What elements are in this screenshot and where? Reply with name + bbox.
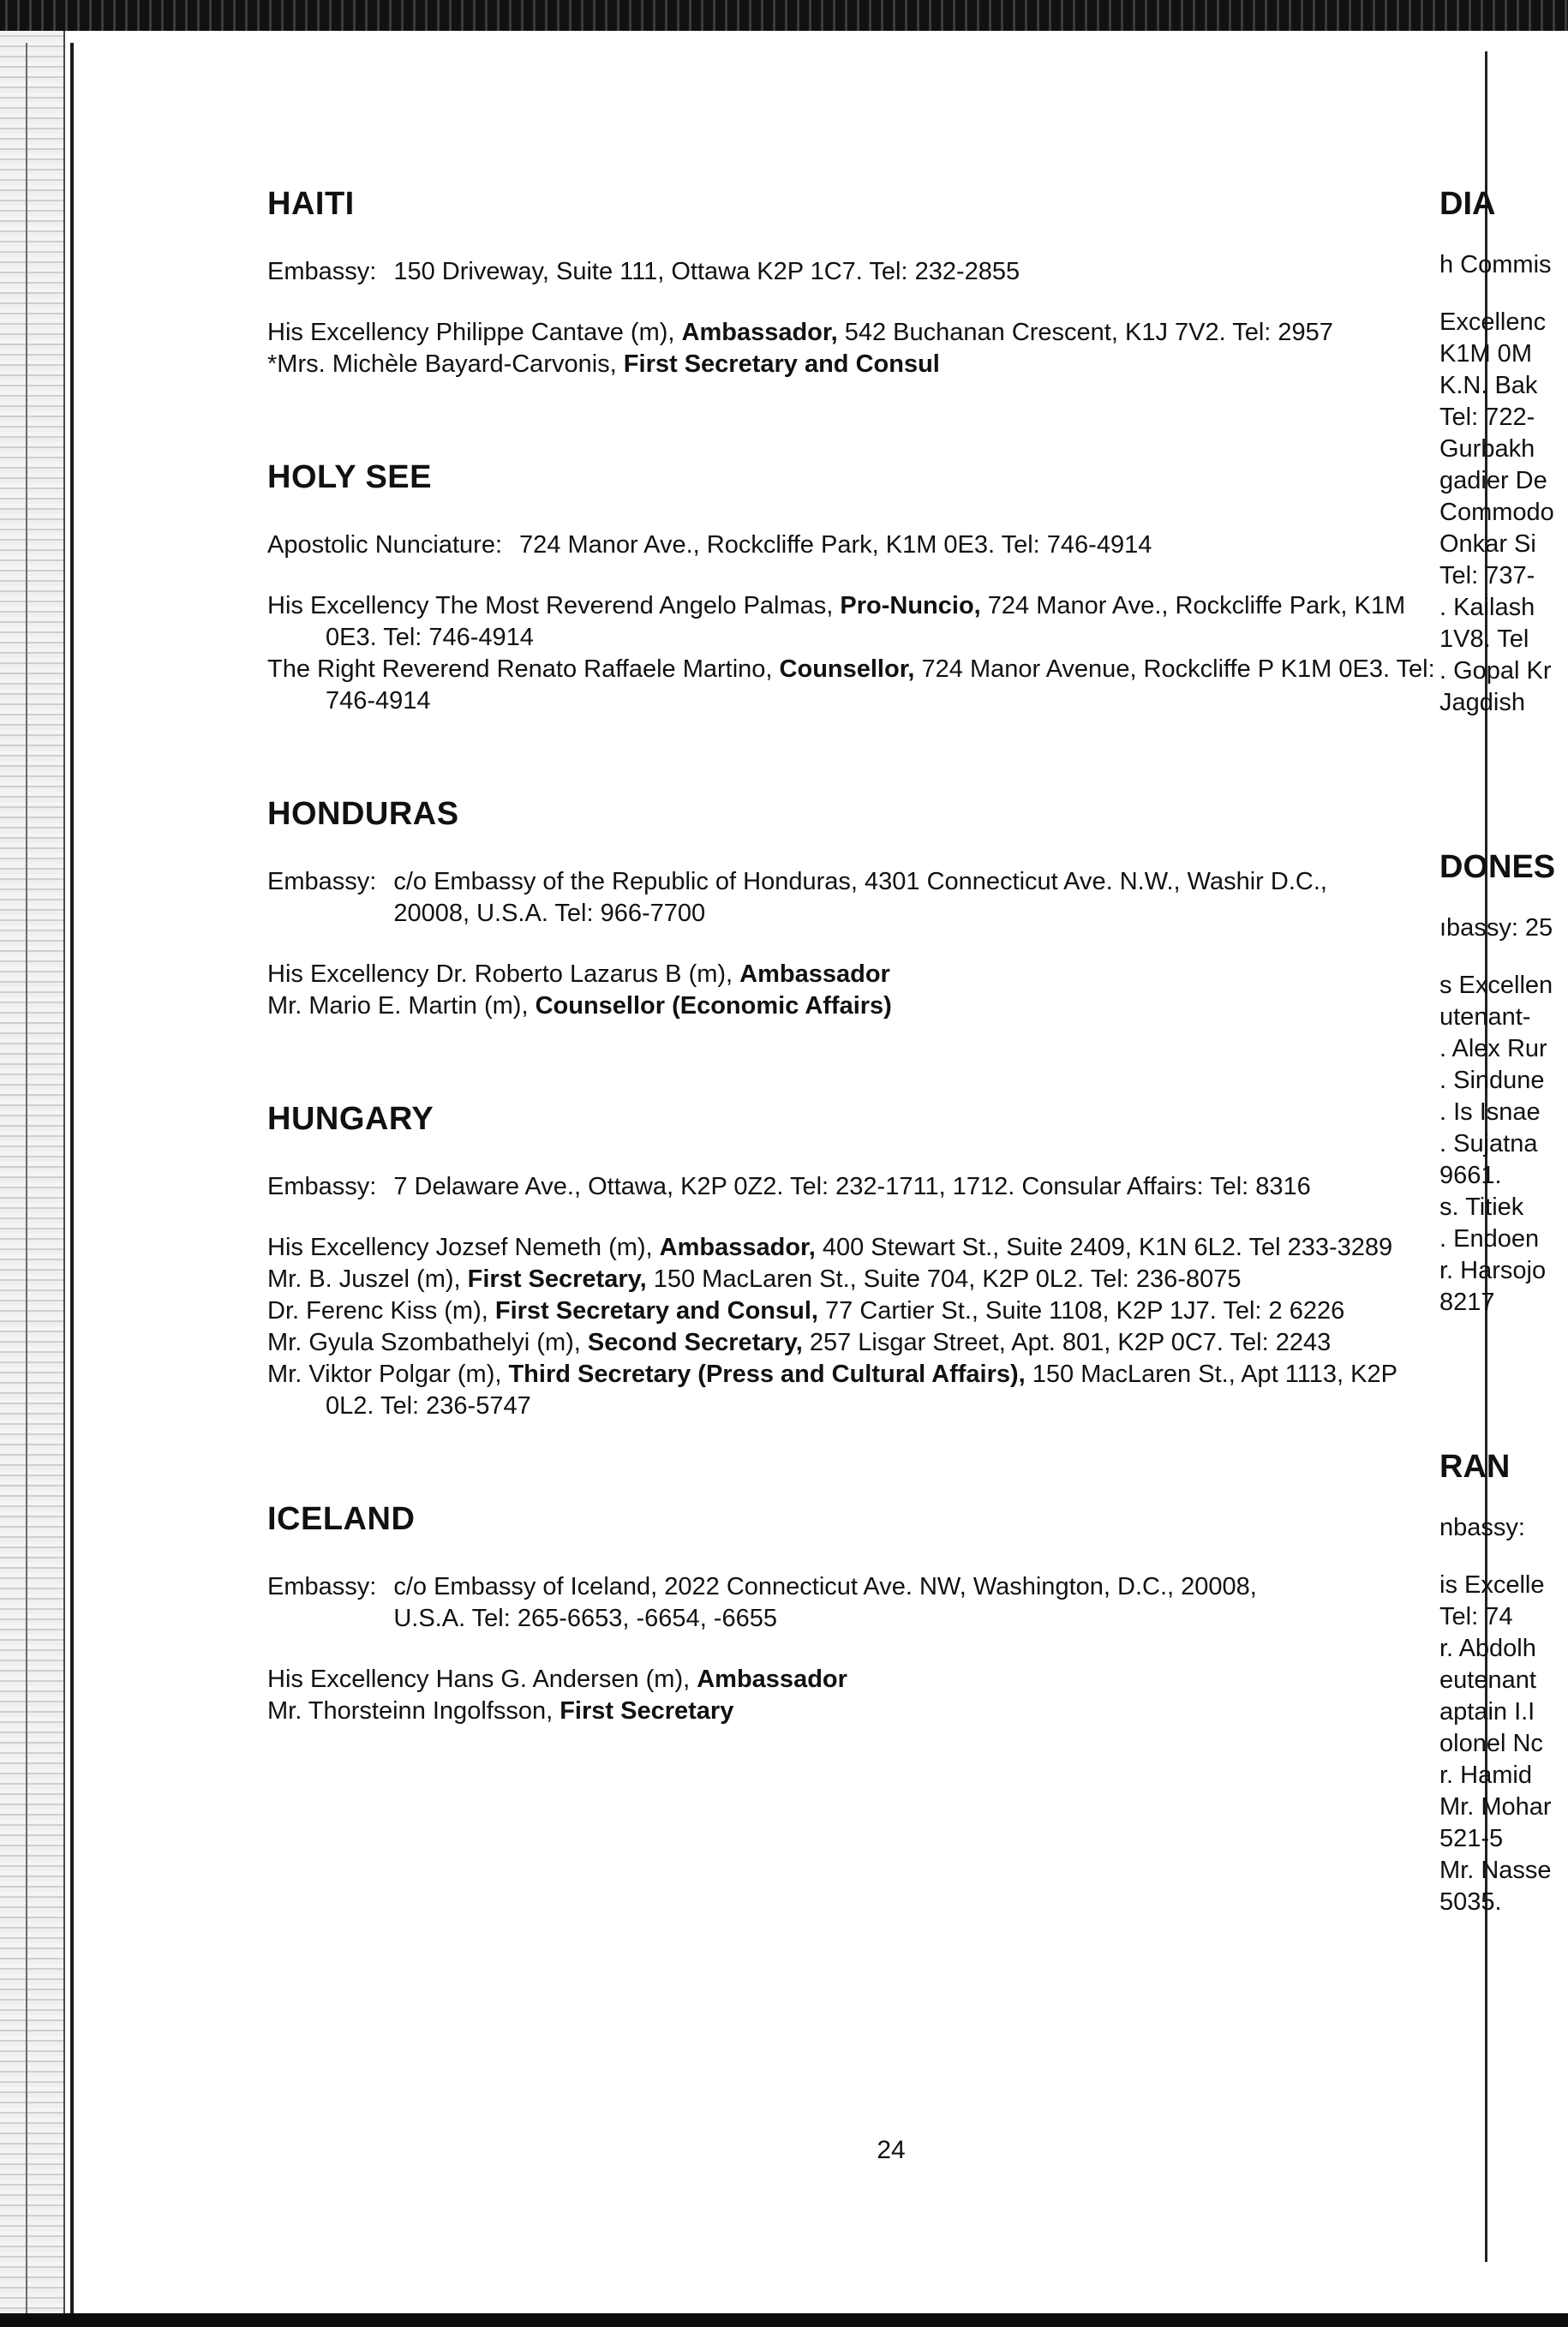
- staff-details: 150 MacLaren St., Apt 1113, K2P 0L2. Tel: 236-5747: [326, 1361, 1397, 1420]
- staff-details: 150 MacLaren St., Suite 704, K2P 0L2. Tel: 236-8075: [646, 1265, 1242, 1293]
- embassy-label: Apostolic Nunciature:: [267, 531, 503, 559]
- staff-details: 400 Stewart St., Suite 2409, K1N 6L2. Tel 233-3289: [815, 1234, 1393, 1261]
- clipped-line: Tel: 722-: [1439, 404, 1535, 431]
- clipped-line: s. Titiek: [1439, 1193, 1524, 1221]
- staff-title: Ambassador: [697, 1666, 847, 1693]
- staff-name: His Excellency Jozsef Nemeth (m),: [267, 1234, 660, 1261]
- clipped-line: Excellenc: [1439, 308, 1547, 336]
- staff-details: 542 Buchanan Crescent, K1J 7V2. Tel: 2957: [837, 319, 1333, 346]
- country-heading: HUNGARY: [267, 1101, 434, 1137]
- clipped-line: . Sindune: [1439, 1067, 1545, 1094]
- clipped-line: . Gopal Kr: [1439, 657, 1552, 685]
- staff-details: 724 Manor Avenue, Rockcliffe P K1M 0E3. Tel: 746-4914: [326, 655, 1435, 715]
- clipped-line: . Endoen: [1439, 1225, 1540, 1253]
- clipped-line: . Kailash: [1439, 594, 1535, 621]
- clipped-heading: DIA: [1439, 186, 1496, 222]
- staff-entry: [267, 1232, 1446, 1264]
- embassy-address: [267, 1171, 1446, 1203]
- country-section: [267, 458, 1446, 717]
- staff-details: 724 Manor Ave., Rockcliffe Park, K1M 0E3. Tel: 746-4914: [326, 592, 1406, 651]
- staff-title: First Secretary and Consul: [623, 350, 940, 378]
- clipped-line: . Is Isnae: [1439, 1098, 1541, 1126]
- country-section: [267, 1099, 1446, 1422]
- staff-entry: [267, 1264, 1446, 1295]
- staff-name: Mr. Thorsteinn Ingolfsson,: [267, 1697, 560, 1725]
- country-heading: HONDURAS: [267, 796, 459, 832]
- staff-title: Counsellor,: [779, 655, 915, 683]
- section-spacer: [267, 1422, 1446, 1499]
- staff-name: Mr. Mario E. Martin (m),: [267, 992, 536, 1020]
- embassy-label: Embassy:: [267, 258, 377, 285]
- clipped-line: Commodo: [1439, 499, 1554, 526]
- clipped-line: utenant-: [1439, 1003, 1531, 1031]
- main-column: [267, 184, 1446, 2180]
- clipped-line: Gurbakh: [1439, 435, 1535, 463]
- embassy-text: 150 Driveway, Suite 111, Ottawa K2P 1C7. Tel: 232-2855: [393, 258, 1020, 285]
- embassy-address: [267, 866, 1446, 930]
- embassy-address: [267, 1571, 1446, 1635]
- page-number: 24: [877, 2136, 906, 2164]
- staff-title: Ambassador,: [681, 319, 838, 346]
- clipped-heading: DONES: [1439, 849, 1556, 885]
- clipped-line: Onkar Si: [1439, 530, 1536, 558]
- staff-details: 77 Cartier St., Suite 1108, K2P 1J7. Tel: 2 6226: [817, 1297, 1345, 1325]
- clipped-line: 5035.: [1439, 1888, 1502, 1916]
- embassy-address: [267, 529, 1446, 561]
- clipped-line: . Alex Rur: [1439, 1035, 1547, 1062]
- clipped-line: Tel: 737-: [1439, 562, 1535, 589]
- embassy-text: 724 Manor Ave., Rockcliffe Park, K1M 0E3. Tel: 746-4914: [519, 531, 1152, 559]
- staff-list: [267, 590, 1446, 717]
- staff-title: Second Secretary,: [587, 1329, 803, 1356]
- staff-entry: [267, 1664, 1446, 1696]
- clipped-heading: RAN: [1439, 1449, 1511, 1485]
- country-section: [267, 1499, 1446, 1727]
- embassy-text: c/o Embassy of the Republic of Honduras, 4301 Connecticut Ave. N.W., Washir D.C., 20008, U.S.A. Tel: 966-7700: [393, 868, 1327, 927]
- staff-title: Third Secretary (Press and Cultural Affairs),: [508, 1361, 1026, 1388]
- staff-list: [267, 317, 1446, 380]
- staff-title: Counsellor (Economic Affairs): [535, 992, 892, 1020]
- embassy-address: [267, 256, 1446, 288]
- right-column-clipped: [1439, 184, 1568, 2180]
- staff-name: His Excellency Dr. Roberto Lazarus B (m),: [267, 960, 740, 988]
- clipped-line: Jagdish: [1439, 689, 1525, 716]
- scan-bottom-edge: [0, 2313, 1568, 2327]
- clipped-line: nbassy:: [1439, 1514, 1525, 1541]
- clipped-line: Mr. Mohar: [1439, 1793, 1552, 1821]
- staff-title: First Secretary,: [467, 1265, 647, 1293]
- clipped-line: h Commis: [1439, 251, 1552, 278]
- embassy-text: c/o Embassy of Iceland, 2022 Connecticut Ave. NW, Washington, D.C., 20008, U.S.A. Tel: 265-6653, -6654, -6655: [393, 1573, 1257, 1632]
- staff-entry: [267, 990, 1446, 1022]
- page-binding: [0, 31, 65, 2313]
- staff-name: Mr. Gyula Szombathelyi (m),: [267, 1329, 588, 1356]
- staff-details: 257 Lisgar Street, Apt. 801, K2P 0C7. Tel: 2243: [802, 1329, 1332, 1356]
- country-heading: ICELAND: [267, 1501, 416, 1537]
- staff-name: His Excellency The Most Reverend Angelo Palmas,: [267, 592, 841, 619]
- clipped-line: eutenant: [1439, 1666, 1536, 1694]
- staff-entry: [267, 1359, 1446, 1422]
- staff-list: [267, 1232, 1446, 1422]
- clipped-line: r. Harsojo: [1439, 1257, 1547, 1284]
- staff-list: [267, 959, 1446, 1022]
- country-heading: HOLY SEE: [267, 459, 432, 495]
- embassy-label: Embassy:: [267, 868, 377, 895]
- staff-title: Pro-Nuncio,: [840, 592, 981, 619]
- clipped-line: 8217: [1439, 1289, 1495, 1316]
- staff-entry: [267, 654, 1446, 717]
- clipped-line: . Sujatna: [1439, 1130, 1538, 1158]
- staff-name: Mr. Viktor Polgar (m),: [267, 1361, 509, 1388]
- clipped-line: gadier De: [1439, 467, 1547, 494]
- staff-title: First Secretary and Consul,: [494, 1297, 818, 1325]
- clipped-line: K1M 0M: [1439, 340, 1532, 368]
- clipped-line: ıbassy: 25: [1439, 914, 1553, 942]
- clipped-line: K.N. Bak: [1439, 372, 1538, 399]
- clipped-line: olonel Nc: [1439, 1730, 1543, 1757]
- staff-entry: [267, 1295, 1446, 1327]
- staff-name: Dr. Ferenc Kiss (m),: [267, 1297, 495, 1325]
- binding-rule-left: [26, 43, 27, 2313]
- clipped-line: 1V8. Tel: [1439, 625, 1529, 653]
- clipped-line: Tel: 74: [1439, 1603, 1513, 1630]
- country-section: [267, 184, 1446, 380]
- clipped-line: Mr. Nasse: [1439, 1857, 1552, 1884]
- staff-title: First Secretary: [560, 1697, 734, 1725]
- staff-list: [267, 1664, 1446, 1727]
- staff-entry: [267, 1327, 1446, 1359]
- clipped-line: aptain I.I: [1439, 1698, 1535, 1726]
- staff-name: His Excellency Hans G. Andersen (m),: [267, 1666, 697, 1693]
- clipped-line: 9661.: [1439, 1162, 1502, 1189]
- country-section: [267, 794, 1446, 1022]
- embassy-text: 7 Delaware Ave., Ottawa, K2P 0Z2. Tel: 232-1711, 1712. Consular Affairs: Tel: 8316: [393, 1173, 1311, 1200]
- staff-name: His Excellency Philippe Cantave (m),: [267, 319, 682, 346]
- staff-name: Mr. B. Juszel (m),: [267, 1265, 468, 1293]
- section-spacer: [267, 380, 1446, 458]
- section-spacer: [267, 717, 1446, 794]
- staff-title: Ambassador: [739, 960, 890, 988]
- staff-entry: [267, 959, 1446, 990]
- country-heading: HAITI: [267, 186, 355, 222]
- embassy-label: Embassy:: [267, 1573, 377, 1600]
- binding-rule: [70, 43, 74, 2313]
- embassy-label: Embassy:: [267, 1173, 377, 1200]
- staff-entry: [267, 590, 1446, 654]
- clipped-line: is Excelle: [1439, 1571, 1545, 1599]
- staff-name: *Mrs. Michèle Bayard-Carvonis,: [267, 350, 624, 378]
- clipped-line: 521-5: [1439, 1825, 1504, 1852]
- staff-title: Ambassador,: [659, 1234, 816, 1261]
- clipped-line: r. Abdolh: [1439, 1635, 1536, 1662]
- scan-top-edge: [0, 0, 1568, 31]
- staff-entry: [267, 1696, 1446, 1727]
- staff-entry: [267, 317, 1446, 349]
- staff-entry: [267, 349, 1446, 380]
- clipped-line: r. Hamid: [1439, 1762, 1532, 1789]
- section-spacer: [267, 1022, 1446, 1099]
- staff-name: The Right Reverend Renato Raffaele Martino,: [267, 655, 780, 683]
- clipped-line: s Excellen: [1439, 972, 1553, 999]
